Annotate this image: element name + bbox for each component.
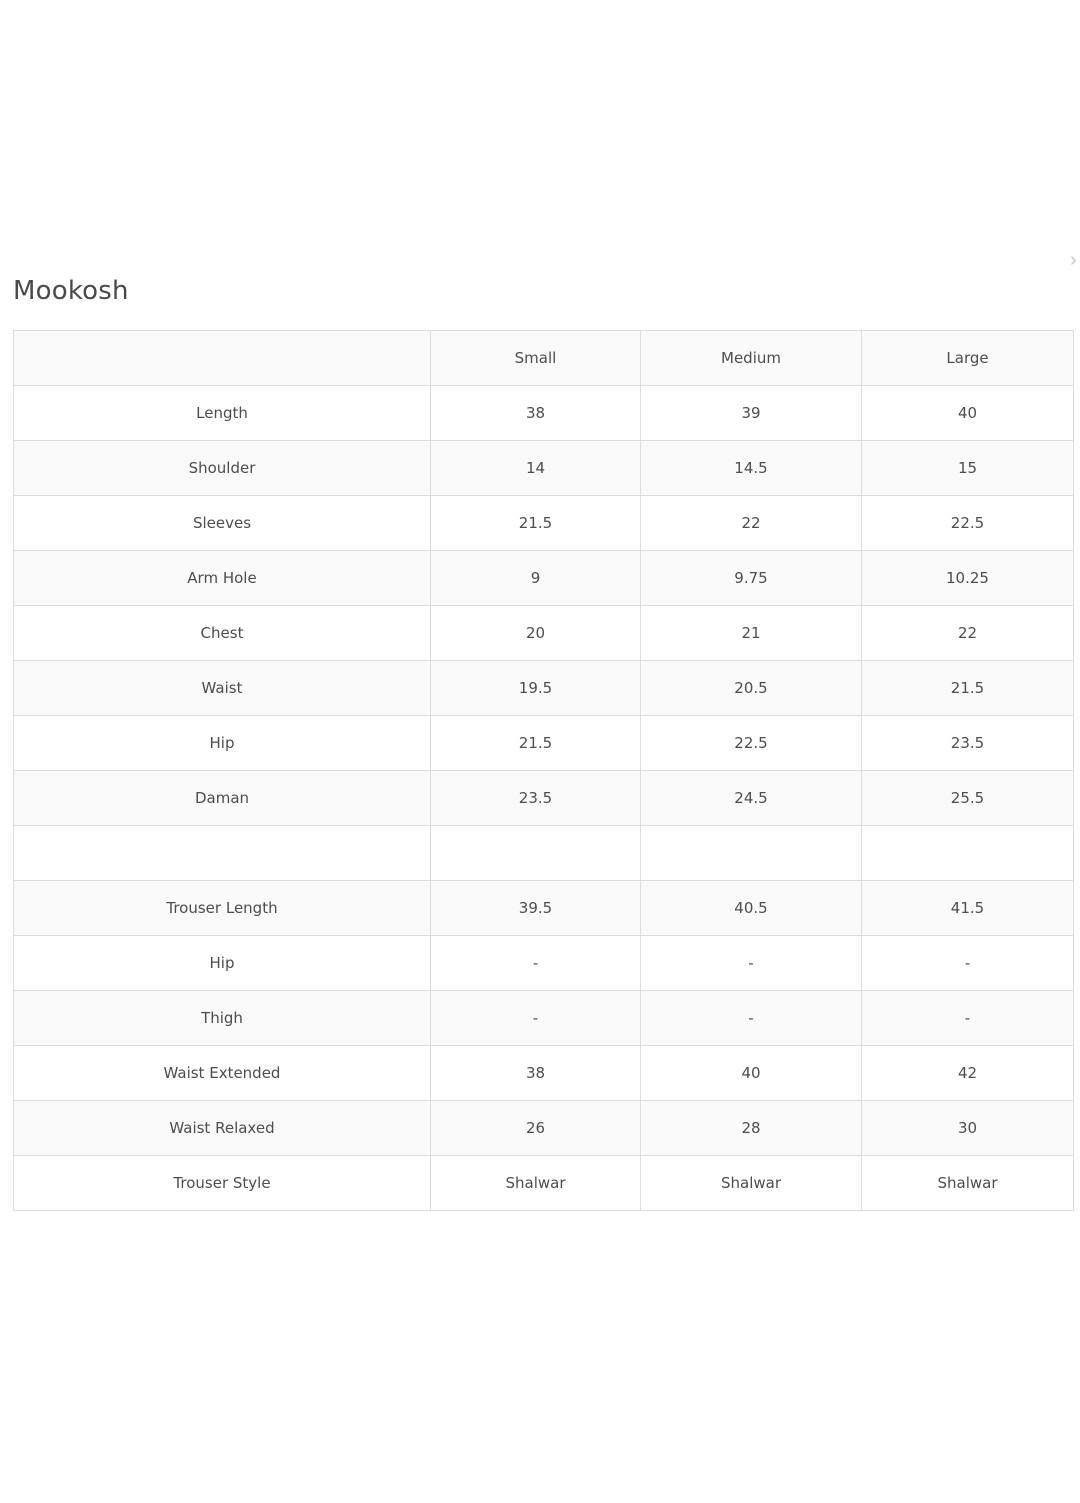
cell-large: 42 bbox=[862, 1046, 1074, 1101]
cell-label: Shoulder bbox=[14, 441, 431, 496]
cell-label: Daman bbox=[14, 771, 431, 826]
cell-medium: 24.5 bbox=[641, 771, 862, 826]
cell-label: Length bbox=[14, 386, 431, 441]
table-row bbox=[14, 826, 1074, 881]
cell-label: Hip bbox=[14, 716, 431, 771]
cell-large: 15 bbox=[862, 441, 1074, 496]
cell-small: 38 bbox=[431, 386, 641, 441]
table-row bbox=[14, 1101, 1074, 1156]
table-row bbox=[14, 496, 1074, 551]
cell-small: 20 bbox=[431, 606, 641, 661]
column-header-label bbox=[14, 331, 431, 386]
table-row bbox=[14, 386, 1074, 441]
cell-large: - bbox=[862, 991, 1074, 1046]
table-header-row bbox=[14, 331, 1074, 386]
cell-label: Trouser Style bbox=[14, 1156, 431, 1211]
cell-small bbox=[431, 826, 641, 881]
cell-large: 10.25 bbox=[862, 551, 1074, 606]
cell-medium: 14.5 bbox=[641, 441, 862, 496]
cell-label: Waist bbox=[14, 661, 431, 716]
table-row bbox=[14, 551, 1074, 606]
cell-small: 14 bbox=[431, 441, 641, 496]
page-title: Mookosh bbox=[13, 276, 129, 306]
cell-label: Chest bbox=[14, 606, 431, 661]
size-chart-table bbox=[13, 330, 1074, 1211]
cell-label: Arm Hole bbox=[14, 551, 431, 606]
cell-medium: 22 bbox=[641, 496, 862, 551]
table-row bbox=[14, 606, 1074, 661]
close-icon[interactable]: › bbox=[1070, 249, 1077, 271]
cell-label bbox=[14, 826, 431, 881]
column-header-medium: Medium bbox=[641, 331, 862, 386]
column-header-large: Large bbox=[862, 331, 1074, 386]
cell-small: 38 bbox=[431, 1046, 641, 1101]
cell-medium: 9.75 bbox=[641, 551, 862, 606]
cell-small: 19.5 bbox=[431, 661, 641, 716]
cell-medium: 21 bbox=[641, 606, 862, 661]
cell-large: 40 bbox=[862, 386, 1074, 441]
cell-medium: Shalwar bbox=[641, 1156, 862, 1211]
table-row bbox=[14, 881, 1074, 936]
cell-large: 21.5 bbox=[862, 661, 1074, 716]
table-row bbox=[14, 1156, 1074, 1211]
cell-label: Hip bbox=[14, 936, 431, 991]
table-row bbox=[14, 661, 1074, 716]
cell-medium: - bbox=[641, 936, 862, 991]
cell-medium: 28 bbox=[641, 1101, 862, 1156]
cell-small: 21.5 bbox=[431, 496, 641, 551]
cell-small: Shalwar bbox=[431, 1156, 641, 1211]
cell-medium: 39 bbox=[641, 386, 862, 441]
cell-label: Trouser Length bbox=[14, 881, 431, 936]
cell-small: 26 bbox=[431, 1101, 641, 1156]
table-row bbox=[14, 1046, 1074, 1101]
cell-large: - bbox=[862, 936, 1074, 991]
cell-large bbox=[862, 826, 1074, 881]
cell-medium: 40 bbox=[641, 1046, 862, 1101]
cell-large: 41.5 bbox=[862, 881, 1074, 936]
cell-large: 30 bbox=[862, 1101, 1074, 1156]
cell-small: 9 bbox=[431, 551, 641, 606]
table-row bbox=[14, 441, 1074, 496]
cell-medium bbox=[641, 826, 862, 881]
cell-small: 39.5 bbox=[431, 881, 641, 936]
table-row bbox=[14, 716, 1074, 771]
cell-large: 25.5 bbox=[862, 771, 1074, 826]
cell-small: - bbox=[431, 936, 641, 991]
cell-medium: 40.5 bbox=[641, 881, 862, 936]
cell-label: Waist Relaxed bbox=[14, 1101, 431, 1156]
cell-large: 22.5 bbox=[862, 496, 1074, 551]
cell-medium: - bbox=[641, 991, 862, 1046]
cell-label: Thigh bbox=[14, 991, 431, 1046]
table-row bbox=[14, 936, 1074, 991]
cell-small: 23.5 bbox=[431, 771, 641, 826]
cell-large: 23.5 bbox=[862, 716, 1074, 771]
column-header-small: Small bbox=[431, 331, 641, 386]
table-row bbox=[14, 991, 1074, 1046]
cell-small: 21.5 bbox=[431, 716, 641, 771]
cell-label: Waist Extended bbox=[14, 1046, 431, 1101]
cell-large: Shalwar bbox=[862, 1156, 1074, 1211]
cell-medium: 20.5 bbox=[641, 661, 862, 716]
cell-label: Sleeves bbox=[14, 496, 431, 551]
table-row bbox=[14, 771, 1074, 826]
cell-medium: 22.5 bbox=[641, 716, 862, 771]
cell-small: - bbox=[431, 991, 641, 1046]
cell-large: 22 bbox=[862, 606, 1074, 661]
